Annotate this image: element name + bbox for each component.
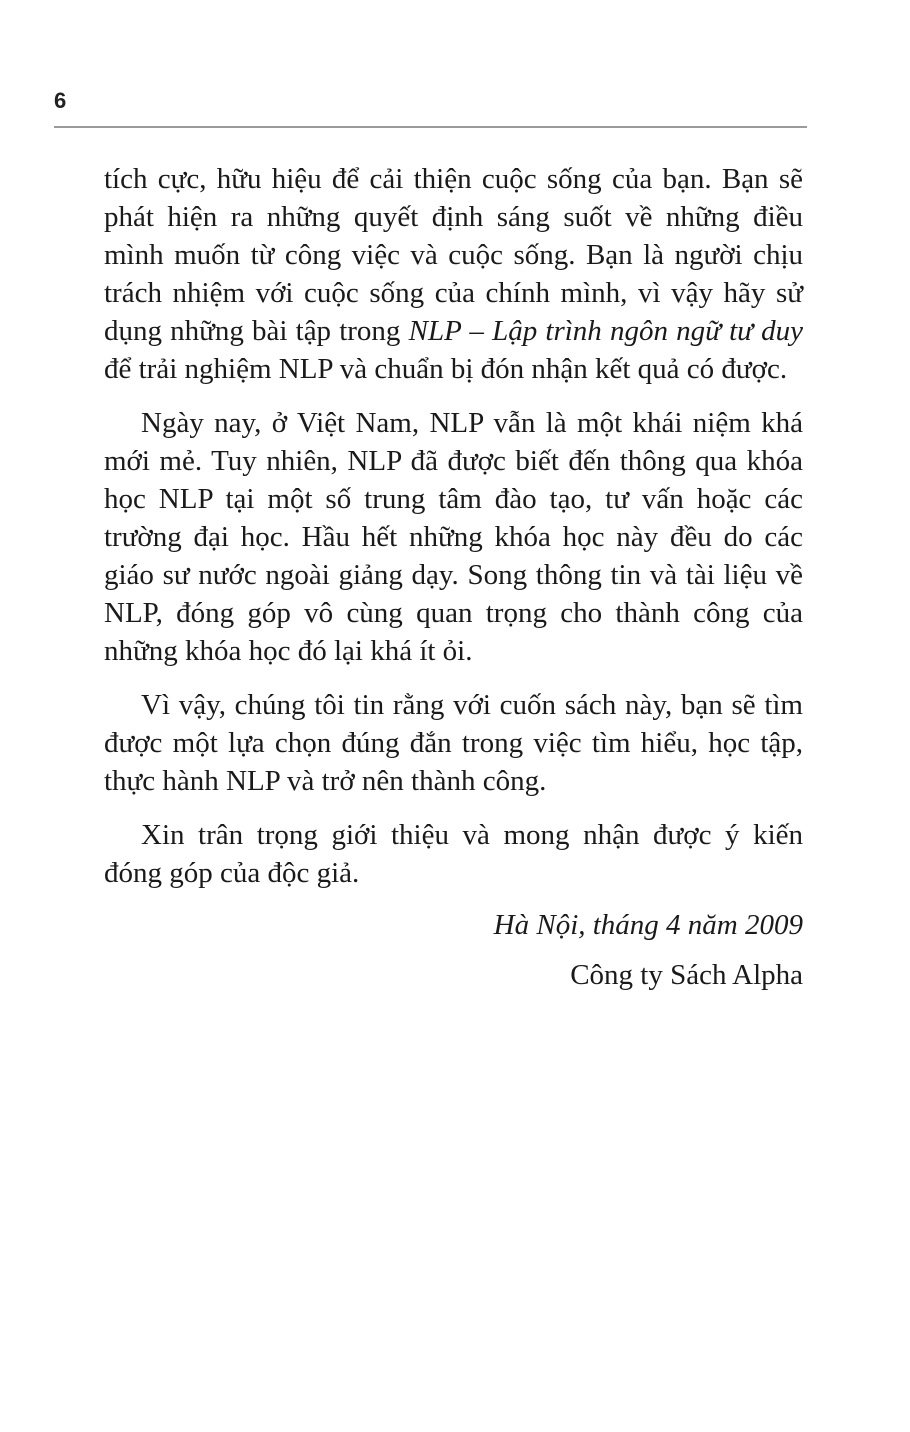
paragraph-text: tích cực, hữu hiệu để cải thiện cuộc sống của bạn. Bạn sẽ phát hiện ra những quyết định sáng suốt về những điều mình muốn từ công việc và cuộc sống. Bạn là người chịu trách nhiệm với cuộc sống của chính mình, vì vậy hãy sử dụng những bài tập trong: [104, 163, 803, 347]
page-header: [54, 84, 807, 128]
book-title: NLP – Lập trình ngôn ngữ tư duy: [408, 315, 803, 347]
paragraph-continuation: [104, 160, 803, 388]
page-number: 6: [54, 88, 67, 113]
paragraph: Ngày nay, ở Việt Nam, NLP vẫn là một khái niệm khá mới mẻ. Tuy nhiên, NLP đã được biết đến thông qua khóa học NLP tại một số trung tâm đào tạo, tư vấn hoặc các trường đại học. Hầu hết những khóa học này đều do các giáo sư nước ngoài giảng dạy. Song thông tin và tài liệu về NLP, đóng góp vô cùng quan trọng cho thành công của những khóa học đó lại khá ít ỏi.: [104, 407, 803, 667]
signature-company: Công ty Sách Alpha: [570, 959, 803, 991]
paragraph-text: để trải nghiệm NLP và chuẩn bị đón nhận kết quả có được.: [104, 353, 788, 385]
paragraph: Xin trân trọng giới thiệu và mong nhận được ý kiến đóng góp của độc giả.: [104, 819, 803, 889]
page-body: [104, 160, 803, 994]
signature-place-date: Hà Nội, tháng 4 năm 2009: [493, 909, 803, 941]
paragraph: Vì vậy, chúng tôi tin rằng với cuốn sách này, bạn sẽ tìm được một lựa chọn đúng đắn trong việc tìm hiểu, học tập, thực hành NLP và trở nên thành công.: [104, 689, 803, 797]
